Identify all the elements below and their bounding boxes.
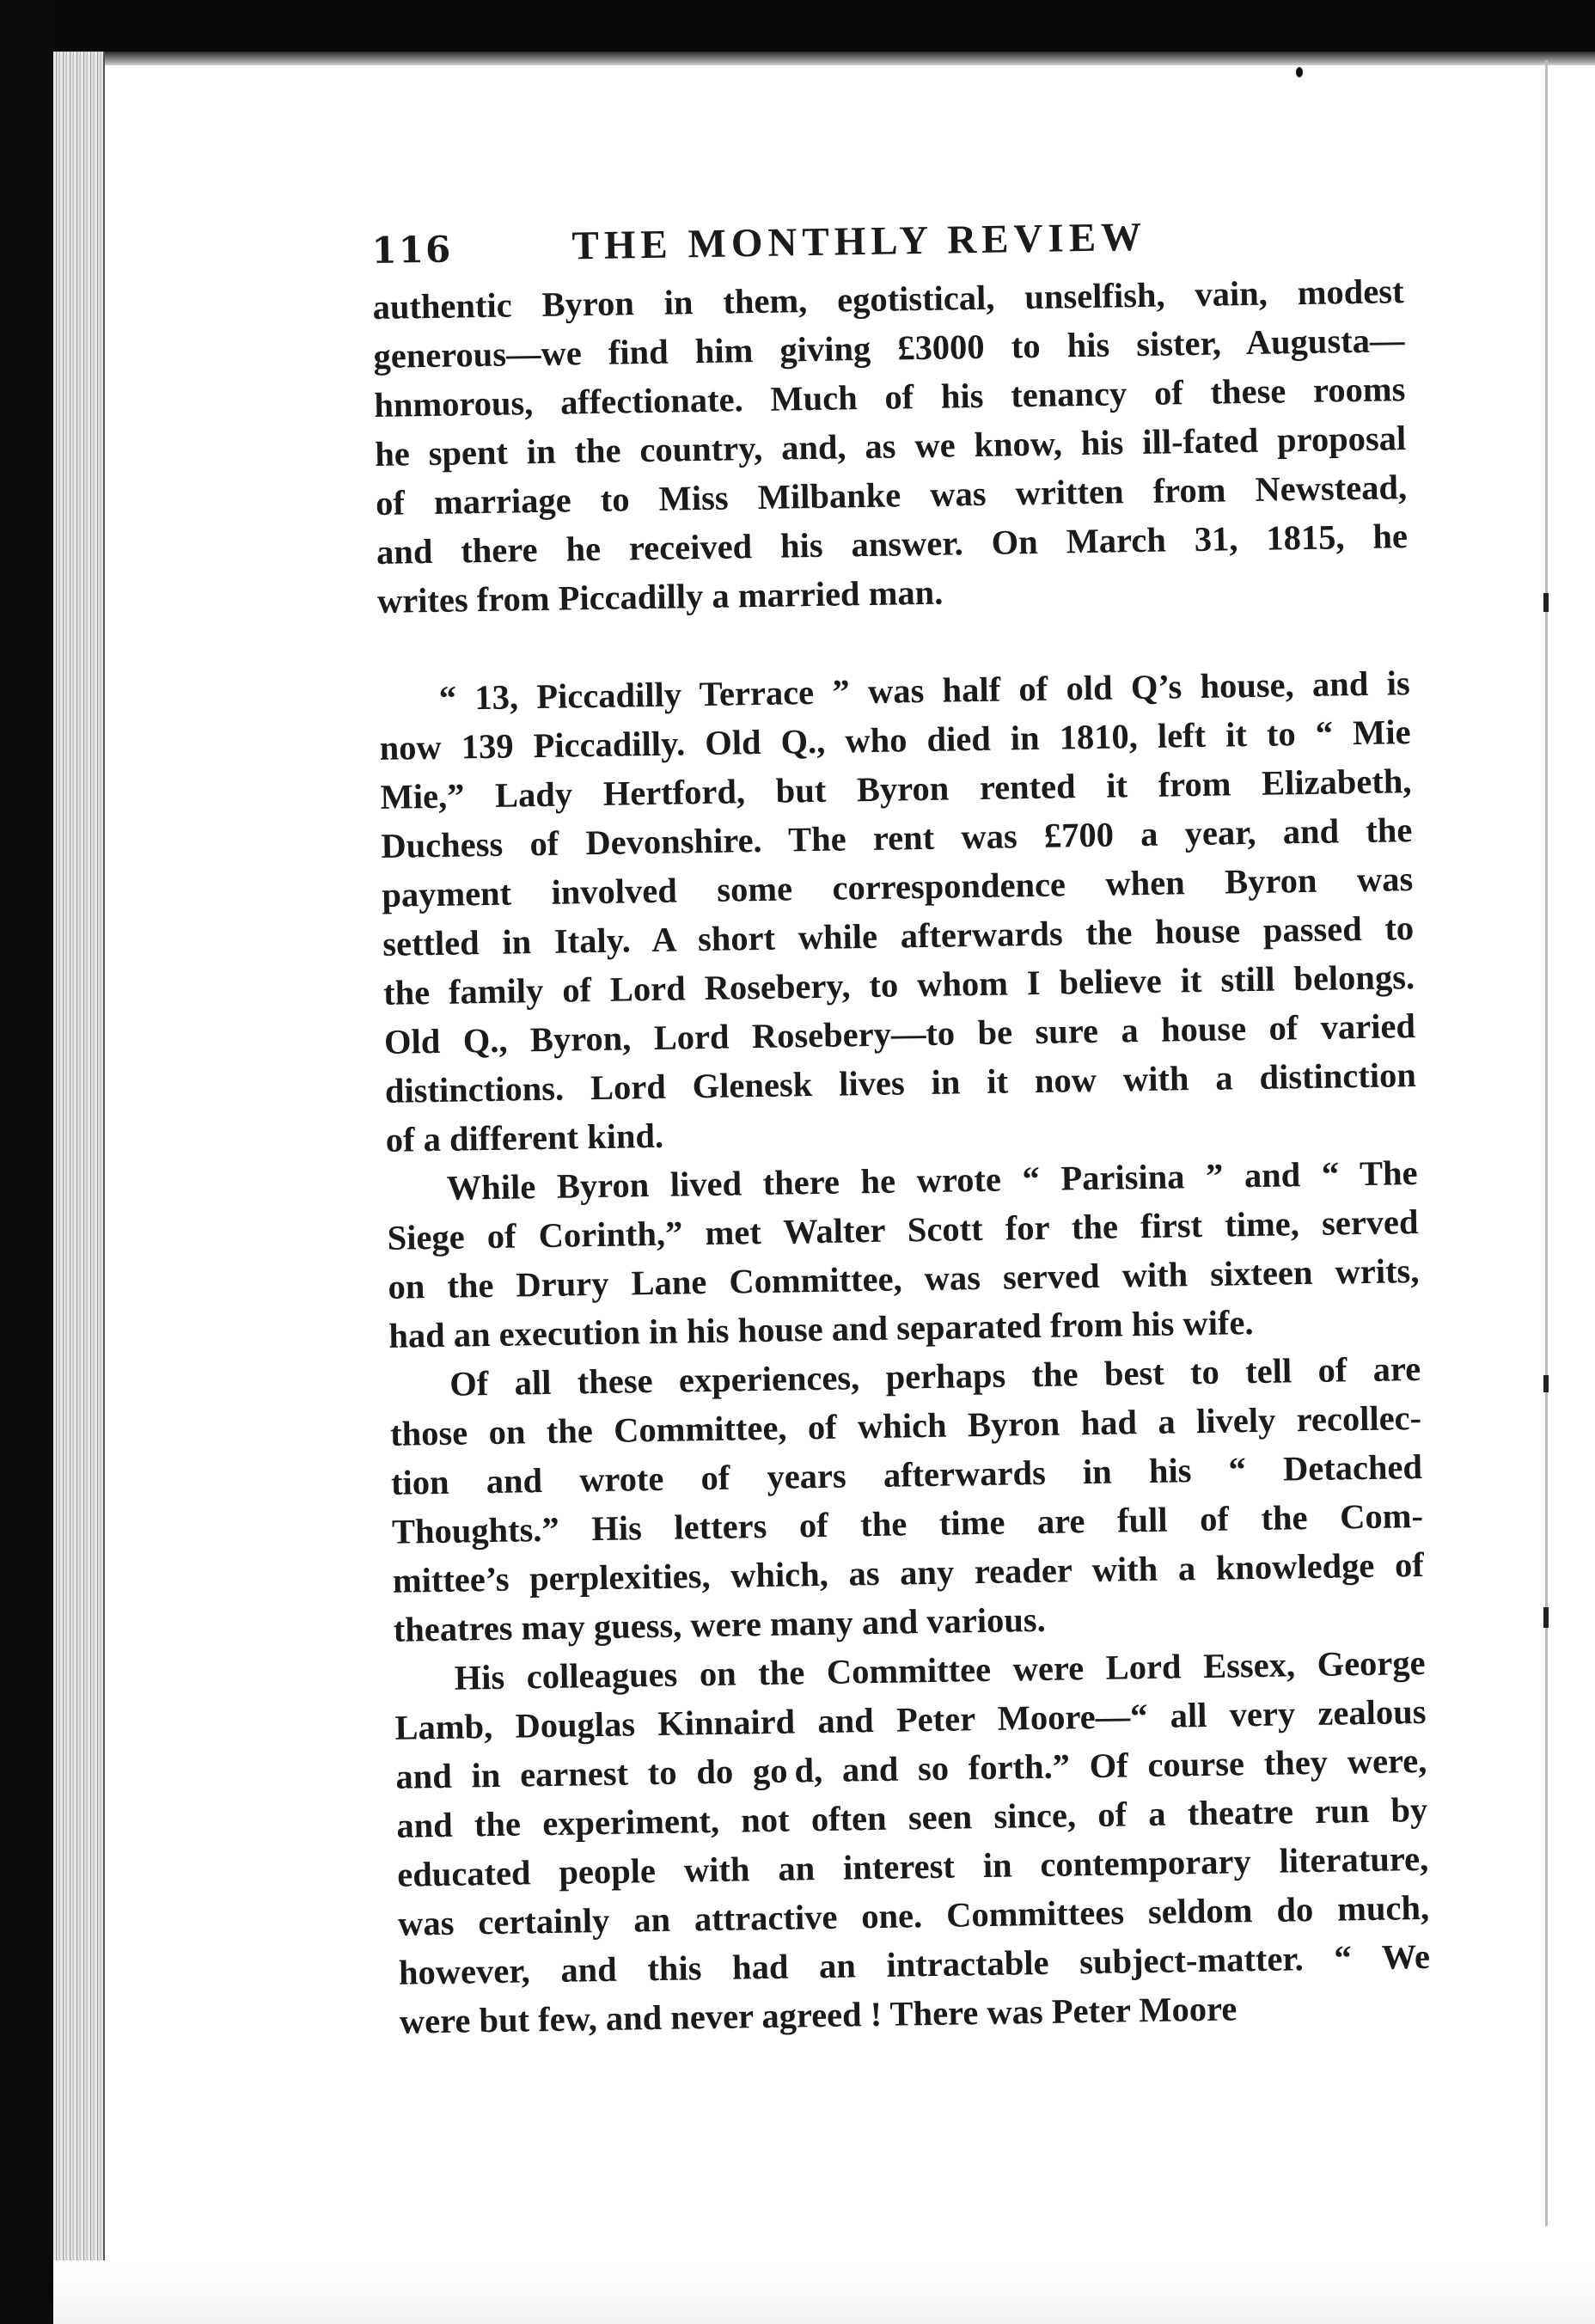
text-line: authentic Byron in them, egotistical, unselfish, vain, modest	[372, 272, 1404, 327]
text-line: hnmorous, affectionate. Much of his tenancy of these rooms	[374, 370, 1406, 425]
right-edge-mark	[1543, 1375, 1549, 1392]
text-line: Of all these experiences, perhaps the best to tell of are	[449, 1349, 1421, 1404]
text-line: the family of Lord Rosebery, to whom I believe it still belongs.	[382, 957, 1415, 1012]
paragraph	[394, 1638, 1431, 2046]
text-line: of a different kind.	[385, 1116, 664, 1159]
text-line: Mie,” Lady Hertford, but Byron rented it from Elizabeth,	[380, 761, 1412, 816]
book-gutter	[53, 52, 105, 2269]
text-line: however, and this had an intractable subject-matter. “ We	[398, 1936, 1431, 1992]
text-line: writes from Piccadilly a married man.	[376, 572, 944, 621]
text-line: mittee’s perplexities, which, as any reader with a knowledge of	[392, 1544, 1425, 1600]
book-page	[371, 203, 1431, 2046]
page-bottom-shade	[53, 2260, 1595, 2324]
page-number: 116	[371, 228, 453, 272]
text-line: and the experiment, not often seen since, of a theatre run by	[396, 1789, 1428, 1845]
body-text	[372, 266, 1431, 2046]
right-edge-mark	[1543, 593, 1549, 612]
text-line: and there he received his answer. On March 31, 1815, he	[376, 517, 1409, 572]
text-line: Lamb, Douglas Kinnaird and Peter Moore—“ all very zealous	[394, 1691, 1427, 1747]
scan-left-border	[0, 0, 53, 2324]
text-line: Thoughts.” His letters of the time are full of the Com-	[391, 1495, 1424, 1551]
page-top-edge	[53, 52, 1595, 65]
text-line: now 139 Piccadilly. Old Q., who died in 1810, left it to “ Mie	[379, 712, 1411, 768]
text-line: Duchess of Devonshire. The rent was £700 a year, and the	[381, 810, 1413, 865]
text-line: were but few, and never agreed ! There was Peter Moore	[399, 1989, 1238, 2041]
text-line: payment involved some correspondence when Byron was	[382, 859, 1414, 914]
running-title: THE MONTHLY REVIEW	[571, 214, 1147, 269]
text-line: distinctions. Lord Glenesk lives in it now with a distinction	[384, 1055, 1417, 1110]
text-line: of marriage to Miss Milbanke was written from Newstead,	[375, 468, 1408, 523]
text-line: had an execution in his house and separated from his wife.	[388, 1303, 1254, 1355]
right-page-edge	[1545, 60, 1548, 2226]
paragraph	[389, 1344, 1425, 1654]
text-line: he spent in the country, and, as we know, his ill-fated proposal	[374, 419, 1407, 474]
scan-top-border	[0, 0, 1595, 52]
right-edge-mark	[1543, 1607, 1549, 1628]
text-line: and in earnest to do go d, and so forth.” Of course they were,	[395, 1740, 1427, 1796]
text-line: “ 13, Piccadilly Terrace ” was half of old Q’s house, and is	[438, 664, 1410, 718]
text-line: Old Q., Byron, Lord Rosebery—to be sure a house of varied	[383, 1006, 1416, 1061]
scan-speck	[1296, 67, 1303, 77]
text-line: generous—we find him giving £3000 to his sister, Augusta—	[373, 321, 1405, 376]
text-line: settled in Italy. A short while afterwards the house passed to	[382, 908, 1415, 963]
text-line: While Byron lived there he wrote “ Parisina ” and “ The	[446, 1153, 1418, 1208]
text-line: those on the Committee, of which Byron had a lively recollec-	[389, 1397, 1422, 1453]
running-head	[371, 203, 1403, 279]
text-line: Siege of Corinth,” met Walter Scott for the first time, served	[387, 1202, 1419, 1257]
paragraph	[378, 658, 1417, 1165]
paragraph	[372, 266, 1409, 626]
text-line: was certainly an attractive one. Committees seldom do much,	[397, 1887, 1430, 1943]
paragraph	[386, 1148, 1420, 1361]
text-line: His colleagues on the Committee were Lord Essex, George	[454, 1642, 1426, 1697]
text-line: educated people with an interest in contemporary literature,	[396, 1838, 1429, 1894]
text-line: theatres may guess, were many and various.	[393, 1599, 1047, 1649]
text-line: tion and wrote of years afterwards in his “ Detached	[390, 1446, 1423, 1502]
text-line: on the Drury Lane Committee, was served with sixteen writs,	[388, 1251, 1420, 1306]
